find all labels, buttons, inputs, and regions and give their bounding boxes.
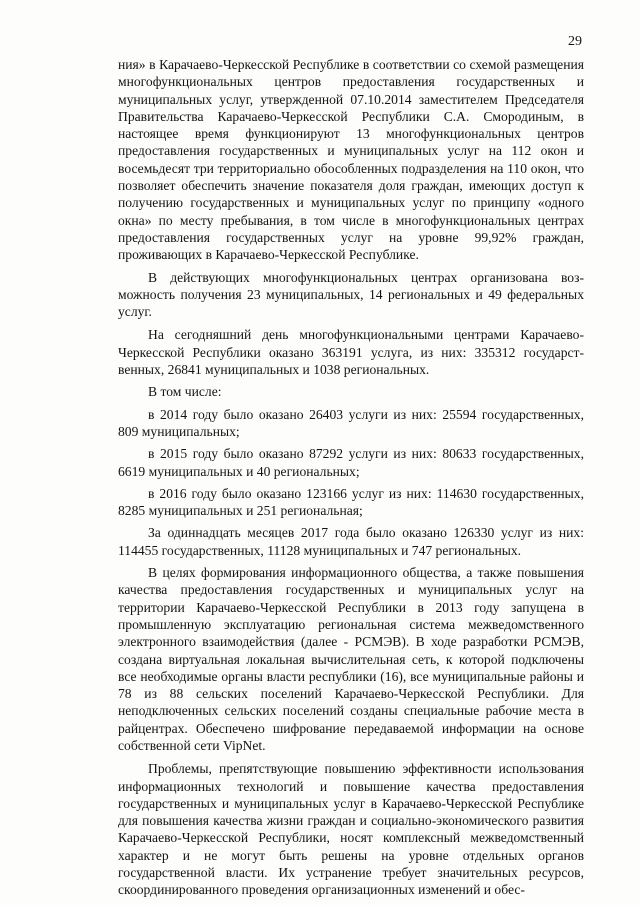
paragraph-services-available: В действующих многофункциональных центрах организована возможность получения 23 муниципальных, 14 региональных и 49 федеральных услуг. (118, 269, 584, 320)
paragraph-year-2017: За одиннадцать месяцев 2017 года было оказано 126330 услуг из них: 114455 государственных, 11128 муниципальных и 747 региональных. (118, 525, 584, 558)
document-body (118, 56, 584, 904)
paragraph-year-2016: в 2016 году было оказано 123166 услуг из них: 114630 государственных, 8285 муниципальных и 251 региональная; (118, 485, 584, 519)
paragraph-year-2014: в 2014 году было оказано 26403 услуги из них: 25594 государственных, 809 муниципальных; (118, 406, 584, 439)
paragraph-rsmev: В целях формирования информационного общества, а также повышения качества предоставления государственных и муниципальных услуг на территории Карачаево-Черкесской Республики в 2013 году запущена в промышленную эксплуатацию региональная система межведомственного электронного взаимодействия (далее - РСМЭВ). В ходе разработки РСМЭВ, создана виртуальная локальная вычислительная сеть, к которой подключены все необходимые органы власти республики (16), все муниципальные районы и 78 из 88 сельских поселений Карачаево-Черкесской Республики. Для неподключенных сельских поселений созданы специальные рабочие места в райцентрах. Обеспечено шифрование передаваемой информации на основе собственной сети VipNet. (118, 565, 584, 753)
paragraph-including: В том числе: (148, 384, 222, 400)
paragraph-mfc-network: ния» в Карачаево-Черкесской Республике в соответствии со схемой размещения многофункциональных центров предоставления государственных и муниципальных услуг, утвержденной 07.10.2014 заместителем Председателя Правительства Карачаево-Черкесской Республики С.А. Смородиным, в настоящее время функционируют 13 многофункциональных центров предоставления государственных и муниципальных услуг на 112 окон и восемьдесят три территориально обособленных подразделения на 110 окон, что позволяет обеспечить значение показателя доля граждан, имеющих доступ к получению государственных и муниципальных услуг по принципу «одного окна» по месту пребывания, в том числе в многофункциональных центрах предоставления государственных услуг на уровне 99,92% граждан, проживающих в Карачаево-Черкесской Республике. (118, 57, 584, 263)
page-number: 29 (568, 34, 582, 49)
paragraph-services-total: На сегодняшний день многофункциональными центрами Карачаево-Черкесской Республики оказано 363191 услуга, из них: 335312 государственных, 26841 муниципальных и 1038 региональных. (118, 327, 584, 378)
paragraph-year-2015: в 2015 году было оказано 87292 услуги из них: 80633 государственных, 6619 муниципальных и 40 региональных; (118, 446, 584, 479)
paragraph-problems: Проблемы, препятствующие повышению эффективности использования информационных технологий и повышение качества предоставления государственных и муниципальных услуг в Карачаево-Черкесской Республике для повышения качества жизни граждан и социально-экономического развития Карачаево-Черкесской Республики, носят комплексный межведомственный характер и не могут быть решены на уровне отдельных органов государственной власти. Их устранение требует значительных ресурсов, скоординированного проведения организационных изменений и обес- (118, 761, 584, 898)
